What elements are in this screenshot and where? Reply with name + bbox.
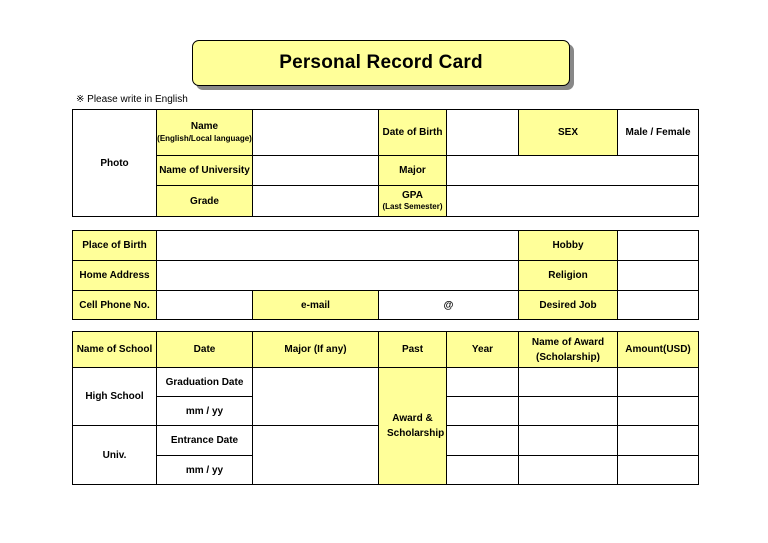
award-amount-1[interactable] bbox=[618, 368, 699, 397]
award-amount-2[interactable] bbox=[618, 397, 699, 426]
header-past: Past bbox=[379, 332, 447, 368]
home-address-label: Home Address bbox=[73, 261, 157, 291]
univ-major-field[interactable] bbox=[253, 426, 379, 485]
name-label: Name (English/Local language) bbox=[157, 110, 253, 156]
header-major: Major (If any) bbox=[253, 332, 379, 368]
name-field[interactable] bbox=[253, 110, 379, 156]
university-label: Name of University bbox=[157, 156, 253, 186]
desired-job-label: Desired Job bbox=[519, 291, 618, 320]
education-award-table bbox=[72, 331, 699, 485]
header-amount: Amount(USD) bbox=[618, 332, 699, 368]
header-award-name: Name of Award (Scholarship) bbox=[519, 332, 618, 368]
award-name-4[interactable] bbox=[519, 456, 618, 485]
header-year: Year bbox=[447, 332, 519, 368]
award-year-2[interactable] bbox=[447, 397, 519, 426]
major-field[interactable] bbox=[447, 156, 699, 186]
university-field[interactable] bbox=[253, 156, 379, 186]
place-of-birth-field[interactable] bbox=[157, 231, 519, 261]
email-field[interactable]: @ bbox=[379, 291, 519, 320]
header-school: Name of School bbox=[73, 332, 157, 368]
major-label: Major bbox=[379, 156, 447, 186]
religion-field[interactable] bbox=[618, 261, 699, 291]
entrance-date-label: Entrance Date bbox=[157, 426, 253, 456]
award-year-1[interactable] bbox=[447, 368, 519, 397]
basic-info-table bbox=[72, 109, 699, 217]
sex-field[interactable]: Male / Female bbox=[618, 110, 699, 156]
place-of-birth-label: Place of Birth bbox=[73, 231, 157, 261]
photo-area[interactable]: Photo bbox=[73, 110, 157, 217]
dob-field[interactable] bbox=[447, 110, 519, 156]
award-amount-4[interactable] bbox=[618, 456, 699, 485]
award-name-1[interactable] bbox=[519, 368, 618, 397]
gpa-field[interactable] bbox=[447, 186, 699, 217]
cell-phone-field[interactable] bbox=[157, 291, 253, 320]
grade-label: Grade bbox=[157, 186, 253, 217]
header-date: Date bbox=[157, 332, 253, 368]
home-address-field[interactable] bbox=[157, 261, 519, 291]
high-school-label: High School bbox=[73, 368, 157, 426]
award-year-3[interactable] bbox=[447, 426, 519, 456]
religion-label: Religion bbox=[519, 261, 618, 291]
hobby-label: Hobby bbox=[519, 231, 618, 261]
grade-field[interactable] bbox=[253, 186, 379, 217]
cell-phone-label: Cell Phone No. bbox=[73, 291, 157, 320]
sex-label: SEX bbox=[519, 110, 618, 156]
award-scholarship-label: Award & Scholarship bbox=[379, 368, 447, 485]
gpa-label: GPA (Last Semester) bbox=[379, 186, 447, 217]
contact-info-table bbox=[72, 230, 699, 320]
high-school-major-field[interactable] bbox=[253, 368, 379, 426]
award-year-4[interactable] bbox=[447, 456, 519, 485]
award-amount-3[interactable] bbox=[618, 426, 699, 456]
univ-label: Univ. bbox=[73, 426, 157, 485]
graduation-date-field[interactable]: mm / yy bbox=[157, 397, 253, 426]
page-title: Personal Record Card bbox=[192, 40, 570, 86]
email-label: e-mail bbox=[253, 291, 379, 320]
instruction-note: ※ Please write in English bbox=[76, 94, 188, 105]
graduation-date-label: Graduation Date bbox=[157, 368, 253, 397]
desired-job-field[interactable] bbox=[618, 291, 699, 320]
award-name-2[interactable] bbox=[519, 397, 618, 426]
entrance-date-field[interactable]: mm / yy bbox=[157, 456, 253, 485]
award-name-3[interactable] bbox=[519, 426, 618, 456]
dob-label: Date of Birth bbox=[379, 110, 447, 156]
hobby-field[interactable] bbox=[618, 231, 699, 261]
